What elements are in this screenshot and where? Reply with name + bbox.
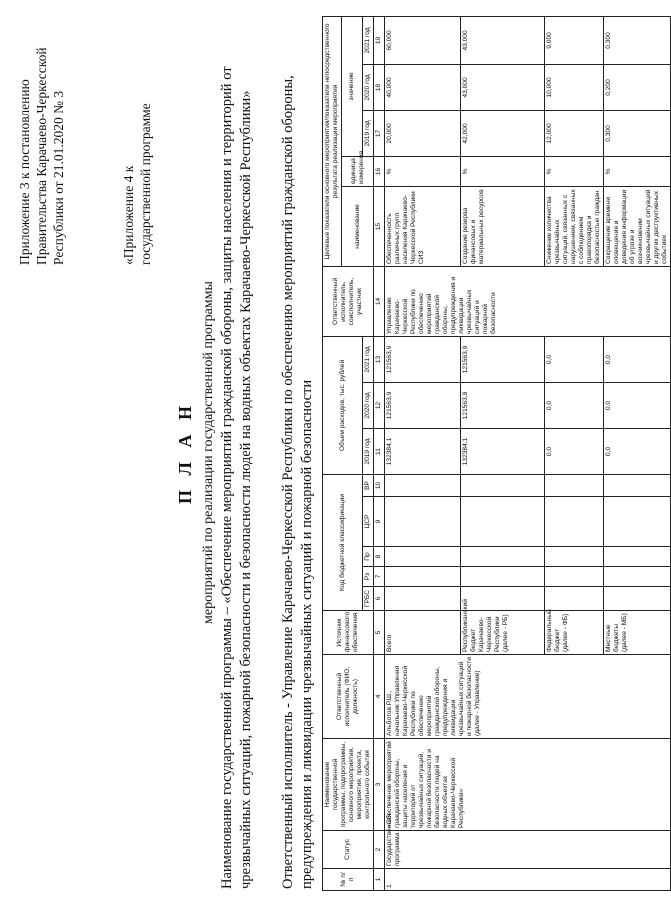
expense-2020: 121563,9 <box>461 383 545 429</box>
col-number: 14 <box>374 266 385 336</box>
col-number: 8 <box>374 547 385 567</box>
empty-cell <box>604 497 671 547</box>
col-number: 11 <box>374 429 385 475</box>
header-name: Наименование государственной программы, подпрограммы, основного мероприятия, мероприятия, проекта, контрольного события <box>323 739 374 831</box>
header-value: значение <box>342 16 363 156</box>
empty-cell <box>545 587 604 611</box>
sub-appendix-line-1: «Приложение 4 к <box>121 165 136 265</box>
indicator-value-2020: 43,000 <box>461 64 545 110</box>
header-ind-name: наименование <box>342 186 374 266</box>
col-number: 1 <box>374 869 385 891</box>
empty-cell <box>604 547 671 567</box>
header-coexecutor: Ответственный исполнитель, соисполнитель, участник <box>323 266 374 336</box>
empty-cell <box>545 547 604 567</box>
plan-title: П Л А Н <box>175 401 195 504</box>
col-number: 15 <box>374 186 385 266</box>
expense-2021: 0,0 <box>604 336 671 382</box>
col-number: 10 <box>374 475 385 497</box>
appendix-line-1: Приложение 3 к постановлению <box>17 79 32 265</box>
plan-subtitle: мероприятий по реализации государственной программы <box>201 281 216 624</box>
row-name: «Обеспечение мероприятий гражданской обороны, защиты населения и территорий от чрезвычайных ситуаций, пожарной безопасности и безопасности людей на водных объектах Карачаево-Черкесской Республики» <box>385 739 671 831</box>
empty-cell <box>385 475 461 497</box>
empty-cell <box>604 475 671 497</box>
col-number: 12 <box>374 383 385 429</box>
row-responsible: Альботов Р.Ш., начальник Управления Карачаево-Черкесской Республики по обеспечению мероприятий гражданской обороны, предупреждения и ликвидации чрезвычайных ситуаций и пожарной безопасности (далее - Управление) <box>385 655 671 739</box>
sub-appendix-block <box>120 5 154 265</box>
col-number: 17 <box>374 110 385 156</box>
source-name: Местные бюджеты (далее - МБ) <box>604 611 671 655</box>
col-number: 6 <box>374 587 385 611</box>
row-coexecutor: Управление Карачаево-Черкесской Республики по обеспечению мероприятий гражданской обороны, предупреждения и ликвидации чрезвычайных ситуаций и пожарной безопасности <box>385 266 671 336</box>
col-number: 19 <box>374 16 385 64</box>
indicator-value-2021: 9,000 <box>545 16 604 64</box>
empty-cell <box>385 587 461 611</box>
expense-2019: 0,0 <box>545 429 604 475</box>
header-y2020: 2020 год <box>363 383 374 429</box>
header-y2021: 2021 год <box>363 336 374 382</box>
indicator-unit: % <box>604 156 671 186</box>
header-responsible: Ответственный исполнитель (ФИО, должность) <box>323 655 374 739</box>
indicator-value-2021: 60,000 <box>385 16 461 64</box>
empty-cell <box>461 475 545 497</box>
header-indicators: Целевые показатели основного мероприятия/показатели непосредственного результата реализации мероприятия <box>323 16 342 266</box>
header-expenses: Объем расходов, тыс. рублей <box>323 336 363 474</box>
indicator-unit: % <box>461 156 545 186</box>
indicator-unit: % <box>545 156 604 186</box>
table-row <box>385 16 461 890</box>
column-number-row <box>374 16 385 890</box>
appendix-block <box>16 5 67 265</box>
col-number: 7 <box>374 567 385 587</box>
empty-cell <box>461 567 545 587</box>
col-number: 18 <box>374 64 385 110</box>
empty-cell <box>385 567 461 587</box>
indicator-value-2019: 42,000 <box>461 110 545 156</box>
row-num: 1 <box>385 869 671 891</box>
header-num: № п/п <box>323 869 374 891</box>
empty-cell <box>461 587 545 611</box>
expense-2019: 132384,1 <box>385 429 461 475</box>
empty-cell <box>545 497 604 547</box>
indicator-value-2021: 43,000 <box>461 16 545 64</box>
header-source: Источник финансового обеспечения <box>323 611 374 655</box>
row-status: Государственная программа <box>385 831 671 869</box>
indicator-name: Создание резерва финансовых и материальных ресурсов <box>461 186 545 266</box>
col-number: 4 <box>374 655 385 739</box>
responsible-executor: Ответственный исполнитель - Управление Карачаево-Черкесской Республики по обеспечению мероприятий гражданской обороны, предупреждения и ликвидации чрезвычайных ситуаций и пожарной безопасности <box>280 75 315 889</box>
indicator-value-2020: 10,000 <box>545 64 604 110</box>
expense-2021: 121563,9 <box>385 336 461 382</box>
col-number: 3 <box>374 739 385 831</box>
indicator-value-2020: 0,200 <box>604 64 671 110</box>
indicator-value-2019: 20,000 <box>385 110 461 156</box>
indicator-name: Сокращение времени оповещения и доведения информации об угрозе и возникновении чрезвычайных ситуаций и других деструктивных событиях <box>604 186 671 266</box>
header-budget-code: Код бюджетной классификации <box>323 475 363 611</box>
header-vr: ВР <box>363 475 374 497</box>
header-rz: Рз <box>363 567 374 587</box>
plan-table <box>322 16 671 891</box>
source-name: Республиканский бюджет Карачаево-Черкесской Республики (далее - РБ) <box>461 611 545 655</box>
empty-cell <box>604 587 671 611</box>
header-v2021: 2021 год <box>363 16 374 64</box>
empty-cell <box>461 497 545 547</box>
indicator-name: Обеспеченность различных групп населения Карачаево-Черкесской Республики СИЗ <box>385 186 461 266</box>
col-number: 13 <box>374 336 385 382</box>
header-v2019: 2019 год <box>363 110 374 156</box>
indicator-value-2019: 12,000 <box>545 110 604 156</box>
header-status: Статус <box>323 831 374 869</box>
empty-cell <box>545 567 604 587</box>
header-unit: единица измерения <box>342 156 374 186</box>
empty-cell <box>385 547 461 567</box>
expense-2020: 0,0 <box>604 383 671 429</box>
header-csr: ЦСР <box>363 497 374 547</box>
expense-2020: 0,0 <box>545 383 604 429</box>
indicator-value-2020: 40,000 <box>385 64 461 110</box>
col-number: 2 <box>374 831 385 869</box>
header-row-1 <box>323 16 342 890</box>
empty-cell <box>604 567 671 587</box>
header-v2020: 2020 год <box>363 64 374 110</box>
appendix-line-2: Правительства Карачаево-Черкесской <box>34 47 49 265</box>
header-y2019: 2019 год <box>363 429 374 475</box>
expense-2021: 0,0 <box>545 336 604 382</box>
empty-cell <box>461 547 545 567</box>
appendix-line-3: Республики от 21.01.2020 № 3 <box>51 90 66 265</box>
sub-appendix-line-2: государственной программе <box>138 103 153 265</box>
empty-cell <box>545 475 604 497</box>
expense-2019: 0,0 <box>604 429 671 475</box>
indicator-value-2021: 0,300 <box>604 16 671 64</box>
expense-2019: 132384,1 <box>461 429 545 475</box>
expense-2021: 121563,9 <box>461 336 545 382</box>
source-name: Всего <box>385 611 461 655</box>
expense-2020: 121563,9 <box>385 383 461 429</box>
source-name: Федеральный бюджет (далее - ФБ) <box>545 611 604 655</box>
header-grbs: ГРБС <box>363 587 374 611</box>
header-pr: Пр <box>363 547 374 567</box>
indicator-unit: % <box>385 156 461 186</box>
empty-cell <box>385 497 461 547</box>
indicator-name: Снижение количества чрезвычайных ситуаций, связанных с нарушением, связанных с соблюдением правопорядка и безопасностью граждан <box>545 186 604 266</box>
indicator-value-2019: 0,300 <box>604 110 671 156</box>
program-name: Наименование государственной программы – «Обеспечение мероприятий гражданской обороны, защиты населения и территорий от чрезвычайных ситуаций, пожарной безопасности и безопасности людей на водных объектах Карачаево-Черкесской Республики» <box>219 66 254 889</box>
col-number: 16 <box>374 156 385 186</box>
col-number: 5 <box>374 611 385 655</box>
col-number: 9 <box>374 497 385 547</box>
